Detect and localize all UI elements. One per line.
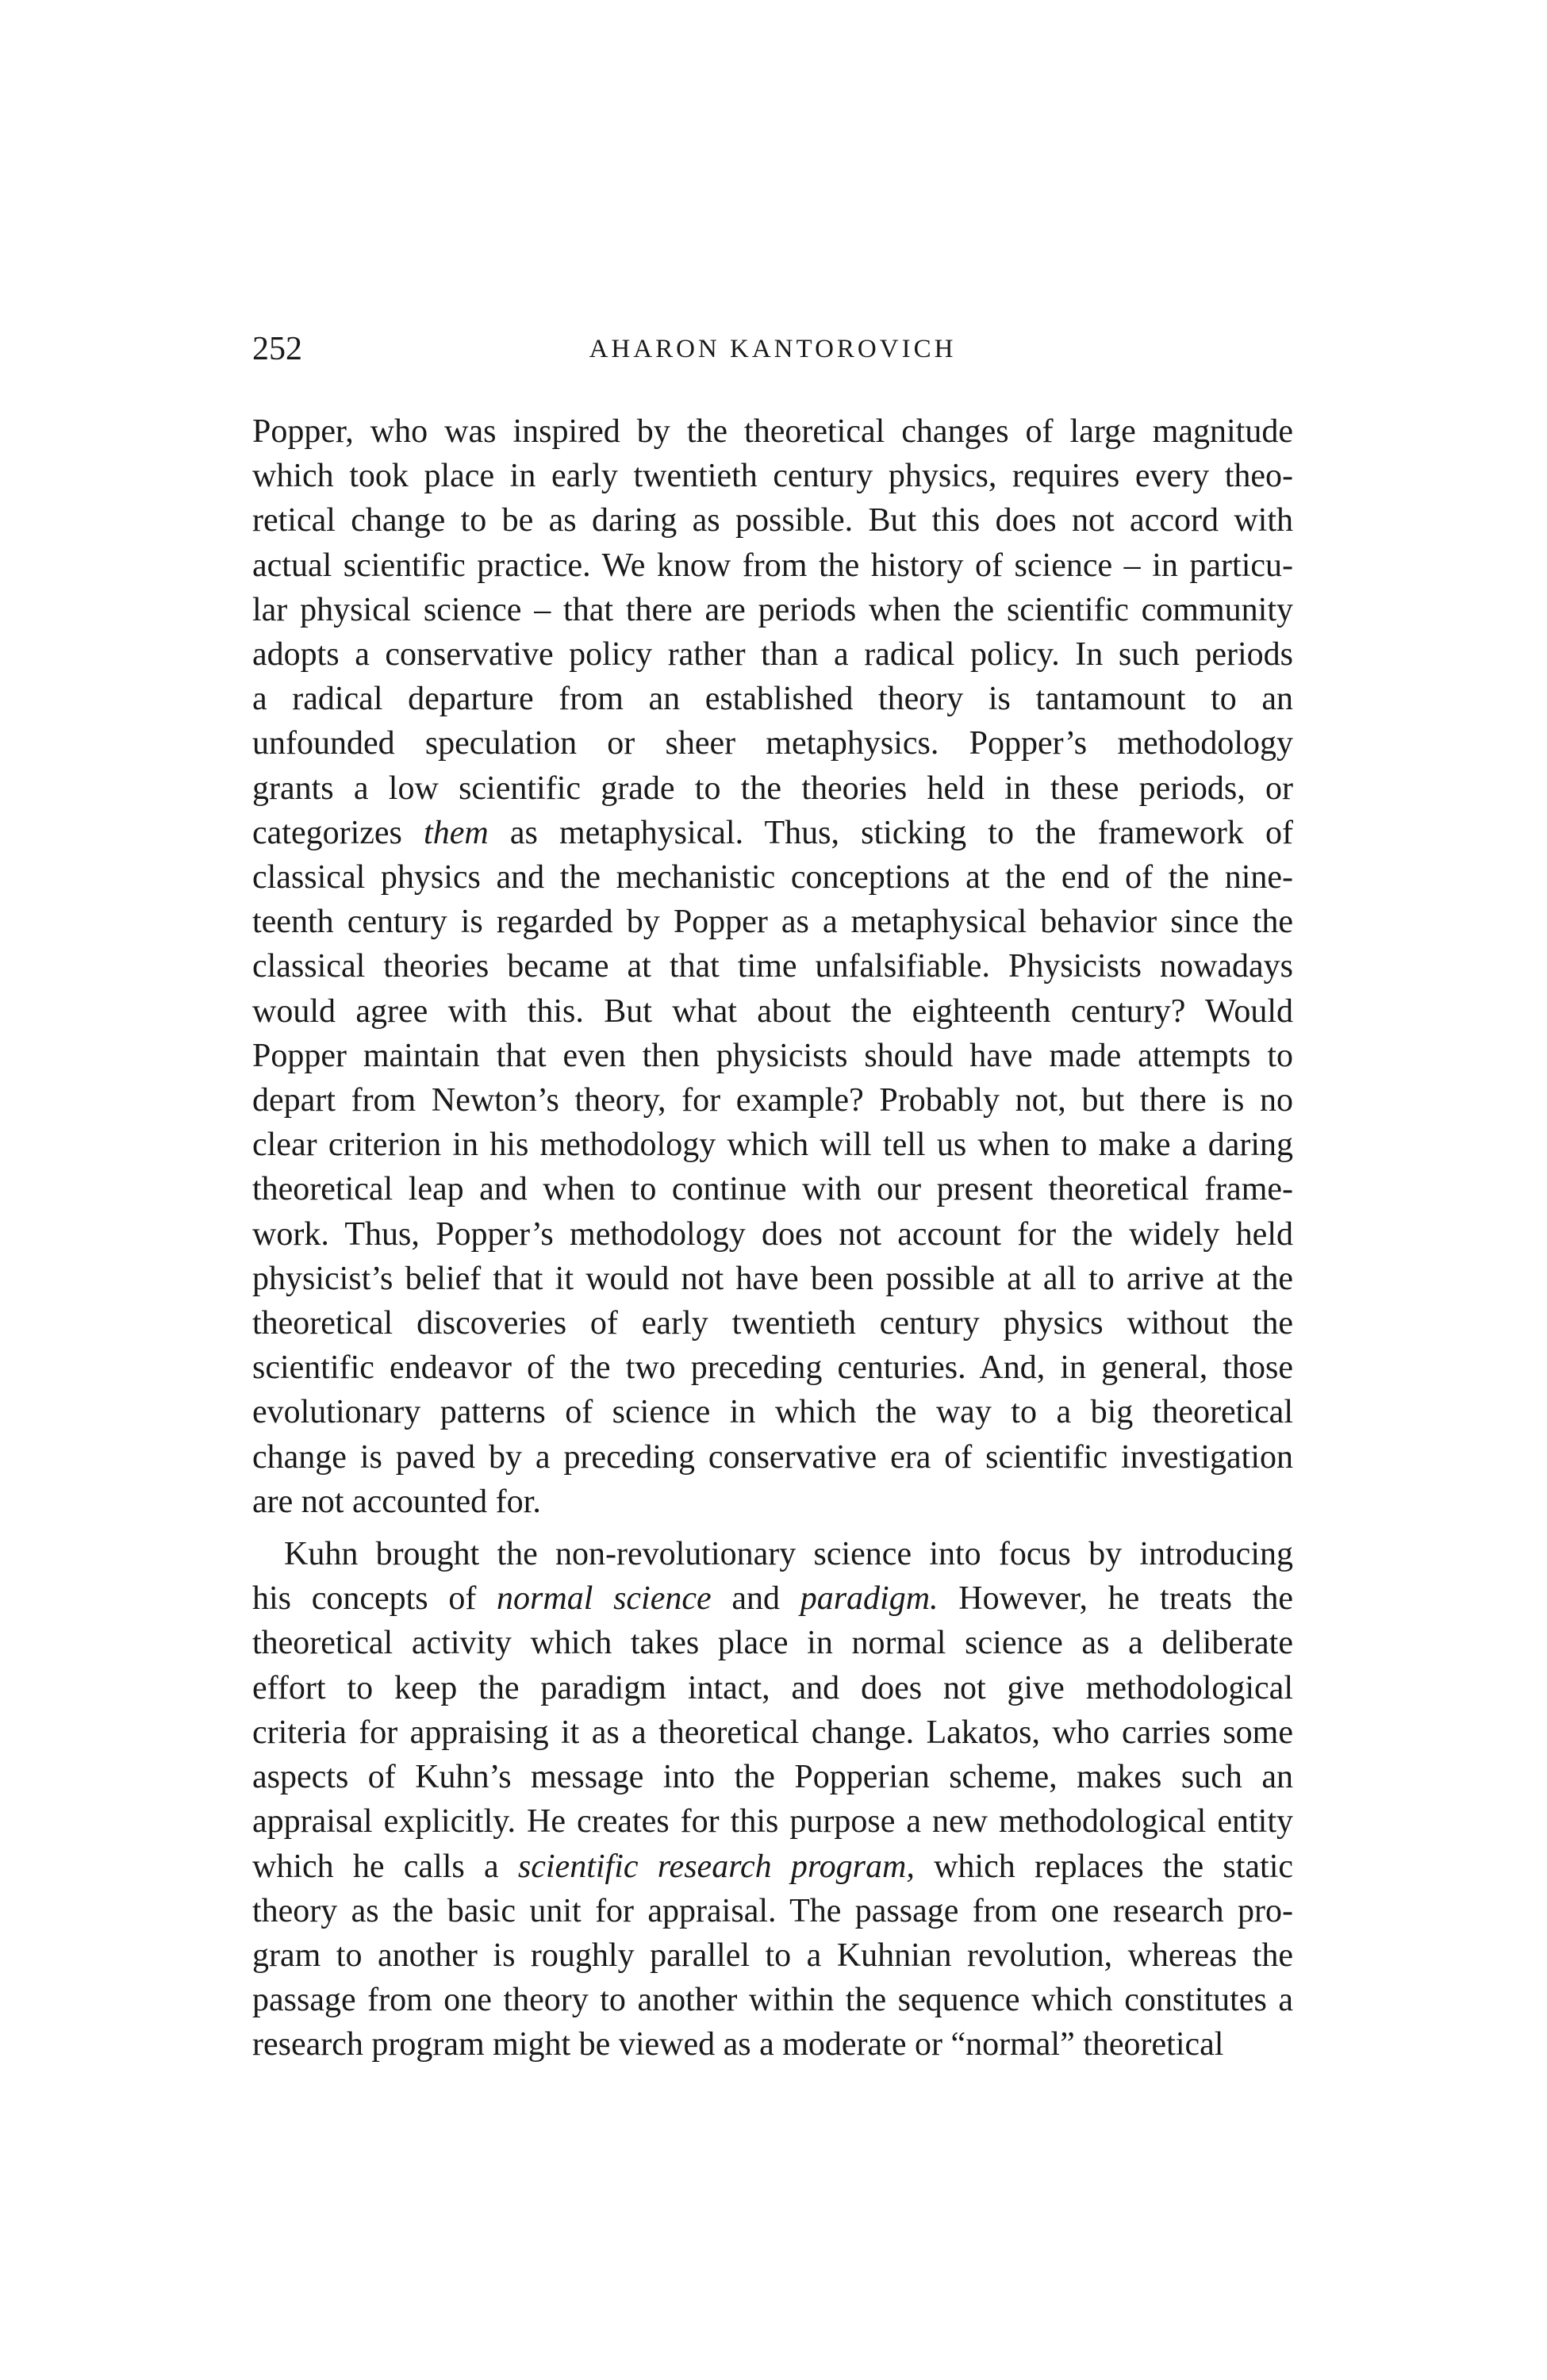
paragraph-gap [252,1524,1293,1532]
text-line: theory as the basic unit for appraisal. The passage from one research pro- [252,1892,1293,1929]
italic-text: paradigm. [800,1580,939,1618]
text-line: unfounded speculation or sheer metaphysics. Popper’s methodology [252,725,1293,762]
italic-text: normal science [497,1580,712,1618]
text-line: scientific endeavor of the two preceding centuries. And, in general, those [252,1349,1293,1387]
text-line: adopts a conservative policy rather than a radical policy. In such periods [252,636,1293,674]
text-segment: categorizes [252,814,424,851]
italic-text: scientific research program, [517,1848,915,1885]
text-line: teenth century is regarded by Popper as a metaphysical behavior since the [252,904,1293,941]
text-segment: which he calls a [252,1848,518,1885]
text-line: passage from one theory to another within the sequence which constitutes a [252,1982,1293,2019]
text-line: effort to keep the paradigm intact, and does not give methodological [252,1669,1293,1706]
text-segment: his concepts of [252,1580,497,1618]
italic-text: them [424,814,489,851]
page-number: 252 [252,331,302,367]
text-segment: which replaces the static [914,1848,1294,1885]
text-line: Popper maintain that even then physicists should have made attempts to [252,1037,1293,1074]
text-line: evolutionary patterns of science in which the way to a big theoretical [252,1394,1293,1431]
text-segment: as metaphysical. Thus, sticking to the framework of [488,814,1293,851]
text-line: work. Thus, Popper’s methodology does not account for the widely held [252,1215,1293,1253]
text-line: research program might be viewed as a moderate or “normal” theoretical [252,2026,1224,2063]
text-line: actual scientific practice. We know from the history of science – in particu- [252,547,1293,584]
text-line: gram to another is roughly parallel to a Kuhnian revolution, whereas the [252,1937,1293,1974]
body-text [252,409,1293,2067]
text-line: depart from Newton’s theory, for example? Probably not, but there is no [252,1082,1293,1119]
text-line: would agree with this. But what about the eighteenth century? Would [252,992,1293,1030]
text-line: appraisal explicitly. He creates for this purpose a new methodological entity [252,1803,1293,1841]
running-head: AHARON KANTOROVICH [589,335,957,363]
text-line [252,811,1293,855]
text-line: grants a low scientific grade to the theories held in these periods, or [252,770,1293,807]
text-line [252,1844,1293,1889]
paragraph [252,409,1293,1524]
text-line: theoretical discoveries of early twentieth century physics without the [252,1305,1293,1342]
text-line: classical physics and the mechanistic conceptions at the end of the nine- [252,859,1293,896]
text-line: theoretical leap and when to continue with our present theoretical frame- [252,1171,1293,1208]
text-line: are not accounted for. [252,1483,541,1520]
text-line: aspects of Kuhn’s message into the Popperian scheme, makes such an [252,1759,1293,1796]
text-segment: and [711,1580,800,1618]
text-line [252,1576,1293,1621]
text-line: Kuhn brought the non-revolutionary science into focus by introducing [284,1536,1293,1573]
page-header [252,325,1293,373]
text-line: retical change to be as daring as possible. But this does not accord with [252,502,1293,539]
text-line: classical theories became at that time unfalsifiable. Physicists nowadays [252,948,1293,985]
text-line: change is paved by a preceding conservative era of scientific investigation [252,1438,1293,1476]
text-line: theoretical activity which takes place in normal science as a deliberate [252,1625,1293,1662]
text-line: which took place in early twentieth century physics, requires every theo- [252,458,1293,495]
text-line: a radical departure from an established theory is tantamount to an [252,681,1293,718]
text-line: Popper, who was inspired by the theoretical changes of large magnitude [252,413,1293,450]
text-line: clear criterion in his methodology which will tell us when to make a daring [252,1127,1293,1164]
paragraph [252,1532,1293,2067]
text-line: criteria for appraising it as a theoretical change. Lakatos, who carries some [252,1714,1293,1751]
text-line: lar physical science – that there are periods when the scientific community [252,591,1293,628]
text-segment: However, he treats the [938,1580,1293,1618]
text-line: physicist’s belief that it would not have been possible at all to arrive at the [252,1260,1293,1297]
